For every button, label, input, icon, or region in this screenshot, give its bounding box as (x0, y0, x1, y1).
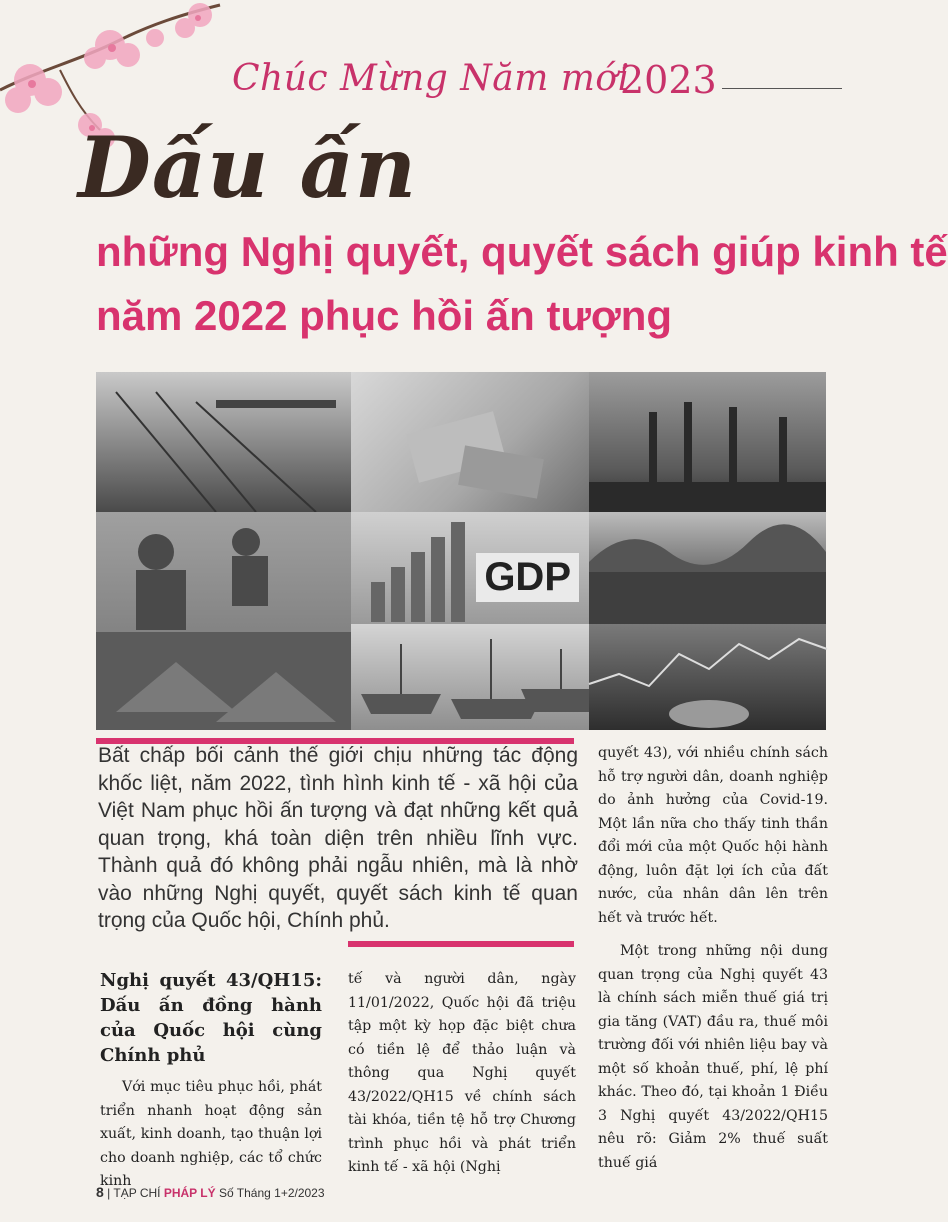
column-1 (100, 968, 322, 1204)
column-3 (598, 742, 828, 1185)
column-3-paragraph-1: quyết 43), với nhiều chính sách hỗ trợ người dân, doanh nghiệp do ảnh hưởng của Covid-19. Một lần nữa cho thấy tinh thần đổi mới của một Quốc hội hành động, luôn đặt lợi ích của đất nước, của nhân dân lên trên hết và trước hết. (598, 745, 828, 926)
column-2 (348, 968, 576, 1190)
column-2-paragraph: tế và người dân, ngày 11/01/2022, Quốc hội đã triệu tập một kỳ họp đặc biệt chưa có tiền lệ để thảo luận và thông qua Nghị quyết 43/2022/QH15 về chính sách tài khóa, tiền tệ hỗ trợ Chương trình phục hồi và phát triển kinh tế - xã hội (Nghị (348, 971, 576, 1175)
photo-collage (96, 372, 826, 730)
page-number: 8 (96, 1184, 104, 1200)
headline-line-2: năm 2022 phục hồi ấn tượng (96, 292, 673, 339)
magazine-name: PHÁP LÝ (163, 1186, 216, 1200)
lead-paragraph: Bất chấp bối cảnh thế giới chịu những tác động khốc liệt, năm 2022, tình hình kinh tế - xã hội của Việt Nam phục hồi ấn tượng và đạt những kết quả quan trọng, khá toàn diện trên nhiều lĩnh vực. Thành quả đó không phải ngẫu nhiên, mà là nhờ vào những Nghị quyết, quyết sách kinh tế quan trọng của Quốc hội, Chính phủ. (98, 744, 578, 932)
page-footer (96, 1184, 325, 1200)
headline-line-1: những Nghị quyết, quyết sách giúp kinh tế (96, 228, 948, 275)
photo-money-hands (351, 372, 589, 512)
article-title: Dấu ấn (78, 118, 418, 217)
photo-fishing-boats (351, 624, 589, 730)
greeting-year: 2023 (620, 58, 717, 102)
section-subheading: Nghị quyết 43/QH15: Dấu ấn đồng hành của Quốc hội cùng Chính phủ (100, 970, 322, 1066)
column-3-paragraph-2: Một trong những nội dung quan trọng của Nghị quyết 43 là chính sách miễn thuế giá trị gia tăng (VAT) đầu ra, thuế môi trường đối với nhiên liệu bay và một số khoản thuế, phí, lệ phí khác. Theo đó, tại khoản 1 Điều 3 Nghị quyết 43/2022/QH15 nêu rõ: Giảm 2% thuế suất thuế giá (598, 943, 828, 1171)
gdp-label: GDP (476, 553, 579, 602)
issue-label: Số Tháng 1+2/2023 (218, 1186, 325, 1200)
photo-industrial-plant (589, 372, 826, 512)
photo-factory-workers (96, 512, 351, 730)
lead-bottom-bar (348, 941, 574, 947)
photo-rice-field (589, 512, 826, 624)
footer-separator: | (107, 1186, 114, 1200)
greeting-text: Chúc Mừng Năm mới (232, 58, 630, 99)
photo-stock-graph-hand (589, 624, 826, 730)
photo-gdp-chart (351, 512, 589, 624)
photo-port-containers (96, 372, 351, 512)
header-rule (722, 88, 842, 89)
magazine-prefix: TẠP CHÍ (113, 1186, 161, 1200)
column-1-paragraph: Với mục tiêu phục hồi, phát triển nhanh hoạt động sản xuất, kinh doanh, tạo thuận lợi cho doanh nghiệp, các tổ chức kinh (100, 1079, 322, 1189)
article-headline (96, 220, 948, 348)
